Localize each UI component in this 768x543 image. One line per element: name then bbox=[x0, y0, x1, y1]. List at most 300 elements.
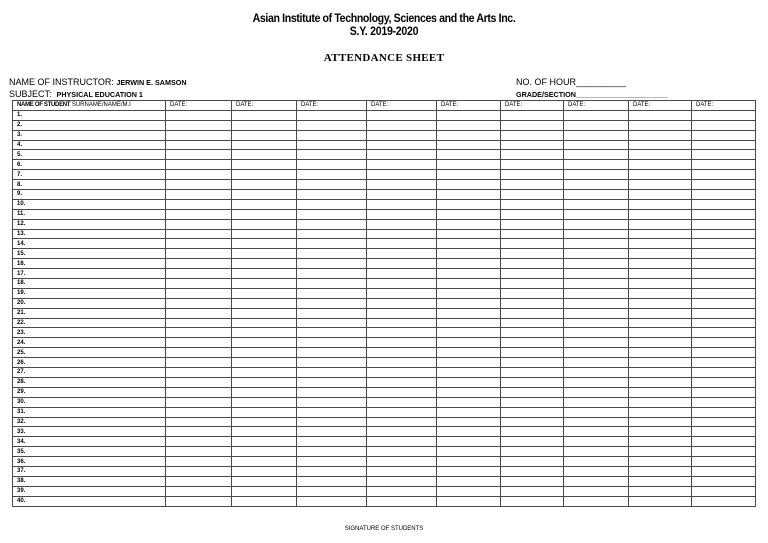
attendance-cell[interactable] bbox=[166, 476, 232, 486]
attendance-cell[interactable] bbox=[166, 288, 232, 298]
attendance-cell[interactable] bbox=[437, 348, 501, 358]
attendance-cell[interactable] bbox=[629, 476, 692, 486]
attendance-cell[interactable] bbox=[692, 466, 756, 476]
attendance-cell[interactable] bbox=[437, 358, 501, 368]
attendance-cell[interactable] bbox=[564, 130, 629, 140]
attendance-cell[interactable] bbox=[692, 150, 756, 160]
attendance-cell[interactable] bbox=[166, 427, 232, 437]
attendance-cell[interactable] bbox=[564, 447, 629, 457]
attendance-cell[interactable] bbox=[501, 110, 564, 120]
attendance-cell[interactable] bbox=[297, 427, 367, 437]
attendance-cell[interactable] bbox=[437, 328, 501, 338]
attendance-cell[interactable] bbox=[692, 437, 756, 447]
attendance-cell[interactable] bbox=[367, 279, 437, 289]
attendance-cell[interactable] bbox=[692, 427, 756, 437]
attendance-cell[interactable] bbox=[367, 496, 437, 506]
attendance-cell[interactable] bbox=[367, 199, 437, 209]
attendance-cell[interactable] bbox=[501, 407, 564, 417]
attendance-cell[interactable] bbox=[367, 348, 437, 358]
attendance-cell[interactable] bbox=[692, 219, 756, 229]
attendance-cell[interactable] bbox=[437, 120, 501, 130]
attendance-cell[interactable] bbox=[437, 150, 501, 160]
attendance-cell[interactable] bbox=[232, 170, 297, 180]
attendance-cell[interactable] bbox=[367, 358, 437, 368]
attendance-cell[interactable] bbox=[501, 269, 564, 279]
attendance-cell[interactable] bbox=[692, 180, 756, 190]
attendance-cell[interactable] bbox=[166, 259, 232, 269]
attendance-cell[interactable] bbox=[232, 209, 297, 219]
attendance-cell[interactable] bbox=[367, 368, 437, 378]
attendance-cell[interactable] bbox=[501, 219, 564, 229]
attendance-cell[interactable] bbox=[166, 338, 232, 348]
attendance-cell[interactable] bbox=[501, 318, 564, 328]
attendance-cell[interactable] bbox=[564, 160, 629, 170]
attendance-cell[interactable] bbox=[692, 397, 756, 407]
attendance-cell[interactable] bbox=[564, 457, 629, 467]
attendance-cell[interactable] bbox=[297, 279, 367, 289]
attendance-cell[interactable] bbox=[437, 239, 501, 249]
attendance-cell[interactable] bbox=[564, 348, 629, 358]
attendance-cell[interactable] bbox=[166, 229, 232, 239]
attendance-cell[interactable] bbox=[564, 486, 629, 496]
attendance-cell[interactable] bbox=[501, 476, 564, 486]
attendance-cell[interactable] bbox=[629, 219, 692, 229]
attendance-cell[interactable] bbox=[692, 328, 756, 338]
attendance-cell[interactable] bbox=[564, 377, 629, 387]
attendance-cell[interactable] bbox=[166, 269, 232, 279]
attendance-cell[interactable] bbox=[367, 417, 437, 427]
attendance-cell[interactable] bbox=[367, 328, 437, 338]
attendance-cell[interactable] bbox=[692, 358, 756, 368]
attendance-cell[interactable] bbox=[501, 170, 564, 180]
attendance-cell[interactable] bbox=[629, 140, 692, 150]
attendance-cell[interactable] bbox=[501, 288, 564, 298]
attendance-cell[interactable] bbox=[367, 219, 437, 229]
attendance-cell[interactable] bbox=[501, 130, 564, 140]
attendance-cell[interactable] bbox=[501, 437, 564, 447]
attendance-cell[interactable] bbox=[564, 368, 629, 378]
attendance-cell[interactable] bbox=[166, 387, 232, 397]
attendance-cell[interactable] bbox=[367, 130, 437, 140]
attendance-cell[interactable] bbox=[629, 338, 692, 348]
attendance-cell[interactable] bbox=[367, 140, 437, 150]
attendance-cell[interactable] bbox=[501, 377, 564, 387]
attendance-cell[interactable] bbox=[692, 160, 756, 170]
attendance-cell[interactable] bbox=[367, 318, 437, 328]
attendance-cell[interactable] bbox=[501, 427, 564, 437]
attendance-cell[interactable] bbox=[367, 229, 437, 239]
attendance-cell[interactable] bbox=[297, 229, 367, 239]
attendance-cell[interactable] bbox=[166, 407, 232, 417]
attendance-cell[interactable] bbox=[166, 199, 232, 209]
attendance-cell[interactable] bbox=[166, 348, 232, 358]
attendance-cell[interactable] bbox=[501, 239, 564, 249]
attendance-cell[interactable] bbox=[437, 229, 501, 239]
attendance-cell[interactable] bbox=[297, 308, 367, 318]
attendance-cell[interactable] bbox=[437, 427, 501, 437]
attendance-cell[interactable] bbox=[367, 476, 437, 486]
attendance-cell[interactable] bbox=[692, 170, 756, 180]
attendance-cell[interactable] bbox=[692, 447, 756, 457]
attendance-cell[interactable] bbox=[501, 249, 564, 259]
attendance-cell[interactable] bbox=[692, 120, 756, 130]
attendance-cell[interactable] bbox=[437, 447, 501, 457]
attendance-cell[interactable] bbox=[564, 259, 629, 269]
attendance-cell[interactable] bbox=[629, 279, 692, 289]
attendance-cell[interactable] bbox=[232, 199, 297, 209]
attendance-cell[interactable] bbox=[692, 229, 756, 239]
attendance-cell[interactable] bbox=[629, 318, 692, 328]
attendance-cell[interactable] bbox=[367, 466, 437, 476]
attendance-cell[interactable] bbox=[564, 358, 629, 368]
attendance-cell[interactable] bbox=[232, 447, 297, 457]
attendance-cell[interactable] bbox=[367, 170, 437, 180]
attendance-cell[interactable] bbox=[437, 298, 501, 308]
attendance-cell[interactable] bbox=[232, 476, 297, 486]
attendance-cell[interactable] bbox=[629, 377, 692, 387]
attendance-cell[interactable] bbox=[232, 160, 297, 170]
attendance-cell[interactable] bbox=[692, 476, 756, 486]
attendance-cell[interactable] bbox=[367, 338, 437, 348]
attendance-cell[interactable] bbox=[629, 170, 692, 180]
attendance-cell[interactable] bbox=[437, 466, 501, 476]
attendance-cell[interactable] bbox=[437, 288, 501, 298]
attendance-cell[interactable] bbox=[166, 417, 232, 427]
attendance-cell[interactable] bbox=[367, 427, 437, 437]
attendance-cell[interactable] bbox=[437, 318, 501, 328]
attendance-cell[interactable] bbox=[564, 140, 629, 150]
attendance-cell[interactable] bbox=[297, 476, 367, 486]
attendance-cell[interactable] bbox=[629, 407, 692, 417]
attendance-cell[interactable] bbox=[232, 397, 297, 407]
attendance-cell[interactable] bbox=[501, 368, 564, 378]
attendance-cell[interactable] bbox=[367, 150, 437, 160]
attendance-cell[interactable] bbox=[437, 269, 501, 279]
attendance-cell[interactable] bbox=[232, 190, 297, 200]
attendance-cell[interactable] bbox=[564, 219, 629, 229]
attendance-cell[interactable] bbox=[564, 190, 629, 200]
attendance-cell[interactable] bbox=[297, 170, 367, 180]
attendance-cell[interactable] bbox=[297, 199, 367, 209]
attendance-cell[interactable] bbox=[367, 387, 437, 397]
attendance-cell[interactable] bbox=[629, 466, 692, 476]
attendance-cell[interactable] bbox=[629, 368, 692, 378]
attendance-cell[interactable] bbox=[232, 130, 297, 140]
attendance-cell[interactable] bbox=[629, 457, 692, 467]
attendance-cell[interactable] bbox=[297, 130, 367, 140]
attendance-cell[interactable] bbox=[437, 199, 501, 209]
attendance-cell[interactable] bbox=[166, 368, 232, 378]
attendance-cell[interactable] bbox=[564, 269, 629, 279]
attendance-cell[interactable] bbox=[501, 120, 564, 130]
attendance-cell[interactable] bbox=[166, 298, 232, 308]
attendance-cell[interactable] bbox=[437, 457, 501, 467]
attendance-cell[interactable] bbox=[166, 190, 232, 200]
attendance-cell[interactable] bbox=[629, 417, 692, 427]
attendance-cell[interactable] bbox=[437, 110, 501, 120]
attendance-cell[interactable] bbox=[629, 486, 692, 496]
attendance-cell[interactable] bbox=[501, 486, 564, 496]
attendance-cell[interactable] bbox=[564, 120, 629, 130]
attendance-cell[interactable] bbox=[232, 110, 297, 120]
attendance-cell[interactable] bbox=[629, 110, 692, 120]
attendance-cell[interactable] bbox=[297, 249, 367, 259]
attendance-cell[interactable] bbox=[692, 269, 756, 279]
attendance-cell[interactable] bbox=[232, 259, 297, 269]
attendance-cell[interactable] bbox=[297, 397, 367, 407]
attendance-cell[interactable] bbox=[367, 160, 437, 170]
attendance-cell[interactable] bbox=[232, 387, 297, 397]
attendance-cell[interactable] bbox=[629, 259, 692, 269]
attendance-cell[interactable] bbox=[692, 308, 756, 318]
attendance-cell[interactable] bbox=[501, 308, 564, 318]
attendance-cell[interactable] bbox=[297, 417, 367, 427]
attendance-cell[interactable] bbox=[297, 140, 367, 150]
attendance-cell[interactable] bbox=[629, 269, 692, 279]
attendance-cell[interactable] bbox=[564, 476, 629, 486]
attendance-cell[interactable] bbox=[692, 239, 756, 249]
attendance-cell[interactable] bbox=[564, 199, 629, 209]
attendance-cell[interactable] bbox=[501, 447, 564, 457]
attendance-cell[interactable] bbox=[501, 160, 564, 170]
attendance-cell[interactable] bbox=[437, 170, 501, 180]
attendance-cell[interactable] bbox=[629, 209, 692, 219]
attendance-cell[interactable] bbox=[297, 269, 367, 279]
attendance-cell[interactable] bbox=[564, 279, 629, 289]
attendance-cell[interactable] bbox=[629, 249, 692, 259]
attendance-cell[interactable] bbox=[166, 180, 232, 190]
attendance-cell[interactable] bbox=[367, 190, 437, 200]
attendance-cell[interactable] bbox=[629, 239, 692, 249]
attendance-cell[interactable] bbox=[564, 407, 629, 417]
attendance-cell[interactable] bbox=[166, 120, 232, 130]
attendance-cell[interactable] bbox=[297, 190, 367, 200]
attendance-cell[interactable] bbox=[297, 288, 367, 298]
attendance-cell[interactable] bbox=[437, 308, 501, 318]
attendance-cell[interactable] bbox=[692, 318, 756, 328]
attendance-cell[interactable] bbox=[297, 486, 367, 496]
attendance-cell[interactable] bbox=[166, 397, 232, 407]
attendance-cell[interactable] bbox=[166, 150, 232, 160]
attendance-cell[interactable] bbox=[297, 368, 367, 378]
attendance-cell[interactable] bbox=[692, 486, 756, 496]
attendance-cell[interactable] bbox=[367, 249, 437, 259]
attendance-cell[interactable] bbox=[297, 259, 367, 269]
attendance-cell[interactable] bbox=[297, 466, 367, 476]
attendance-cell[interactable] bbox=[367, 457, 437, 467]
attendance-cell[interactable] bbox=[501, 180, 564, 190]
attendance-cell[interactable] bbox=[629, 199, 692, 209]
attendance-cell[interactable] bbox=[232, 219, 297, 229]
attendance-cell[interactable] bbox=[564, 496, 629, 506]
attendance-cell[interactable] bbox=[501, 199, 564, 209]
attendance-cell[interactable] bbox=[297, 120, 367, 130]
attendance-cell[interactable] bbox=[166, 160, 232, 170]
attendance-cell[interactable] bbox=[629, 496, 692, 506]
attendance-cell[interactable] bbox=[367, 120, 437, 130]
attendance-cell[interactable] bbox=[501, 279, 564, 289]
attendance-cell[interactable] bbox=[437, 160, 501, 170]
attendance-cell[interactable] bbox=[297, 377, 367, 387]
attendance-cell[interactable] bbox=[501, 417, 564, 427]
attendance-cell[interactable] bbox=[166, 249, 232, 259]
attendance-cell[interactable] bbox=[232, 318, 297, 328]
attendance-cell[interactable] bbox=[501, 328, 564, 338]
attendance-cell[interactable] bbox=[166, 328, 232, 338]
attendance-cell[interactable] bbox=[297, 150, 367, 160]
attendance-cell[interactable] bbox=[692, 140, 756, 150]
attendance-cell[interactable] bbox=[564, 397, 629, 407]
attendance-cell[interactable] bbox=[629, 447, 692, 457]
attendance-cell[interactable] bbox=[692, 407, 756, 417]
attendance-cell[interactable] bbox=[501, 150, 564, 160]
attendance-cell[interactable] bbox=[692, 387, 756, 397]
attendance-cell[interactable] bbox=[437, 140, 501, 150]
attendance-cell[interactable] bbox=[297, 496, 367, 506]
attendance-cell[interactable] bbox=[437, 397, 501, 407]
attendance-cell[interactable] bbox=[501, 229, 564, 239]
attendance-cell[interactable] bbox=[692, 209, 756, 219]
attendance-cell[interactable] bbox=[166, 209, 232, 219]
attendance-cell[interactable] bbox=[501, 457, 564, 467]
attendance-cell[interactable] bbox=[692, 190, 756, 200]
attendance-cell[interactable] bbox=[166, 308, 232, 318]
attendance-cell[interactable] bbox=[501, 298, 564, 308]
attendance-cell[interactable] bbox=[367, 269, 437, 279]
attendance-cell[interactable] bbox=[629, 150, 692, 160]
attendance-cell[interactable] bbox=[437, 209, 501, 219]
attendance-cell[interactable] bbox=[232, 377, 297, 387]
attendance-cell[interactable] bbox=[297, 298, 367, 308]
attendance-cell[interactable] bbox=[297, 447, 367, 457]
attendance-cell[interactable] bbox=[232, 269, 297, 279]
attendance-cell[interactable] bbox=[629, 298, 692, 308]
attendance-cell[interactable] bbox=[501, 338, 564, 348]
attendance-cell[interactable] bbox=[692, 338, 756, 348]
attendance-cell[interactable] bbox=[367, 288, 437, 298]
attendance-cell[interactable] bbox=[437, 486, 501, 496]
attendance-cell[interactable] bbox=[367, 447, 437, 457]
attendance-cell[interactable] bbox=[501, 466, 564, 476]
attendance-cell[interactable] bbox=[692, 130, 756, 140]
attendance-cell[interactable] bbox=[692, 496, 756, 506]
attendance-cell[interactable] bbox=[232, 288, 297, 298]
attendance-cell[interactable] bbox=[232, 427, 297, 437]
attendance-cell[interactable] bbox=[437, 368, 501, 378]
attendance-cell[interactable] bbox=[437, 387, 501, 397]
attendance-cell[interactable] bbox=[629, 160, 692, 170]
attendance-cell[interactable] bbox=[564, 229, 629, 239]
attendance-cell[interactable] bbox=[629, 229, 692, 239]
attendance-cell[interactable] bbox=[232, 358, 297, 368]
attendance-cell[interactable] bbox=[232, 368, 297, 378]
attendance-cell[interactable] bbox=[437, 338, 501, 348]
attendance-cell[interactable] bbox=[437, 249, 501, 259]
attendance-cell[interactable] bbox=[232, 348, 297, 358]
attendance-cell[interactable] bbox=[166, 358, 232, 368]
attendance-cell[interactable] bbox=[437, 130, 501, 140]
attendance-cell[interactable] bbox=[501, 397, 564, 407]
attendance-cell[interactable] bbox=[564, 466, 629, 476]
attendance-cell[interactable] bbox=[564, 110, 629, 120]
attendance-cell[interactable] bbox=[564, 328, 629, 338]
attendance-cell[interactable] bbox=[629, 190, 692, 200]
attendance-cell[interactable] bbox=[297, 160, 367, 170]
attendance-cell[interactable] bbox=[692, 249, 756, 259]
attendance-cell[interactable] bbox=[564, 308, 629, 318]
attendance-cell[interactable] bbox=[367, 397, 437, 407]
attendance-cell[interactable] bbox=[297, 358, 367, 368]
attendance-cell[interactable] bbox=[232, 486, 297, 496]
attendance-cell[interactable] bbox=[232, 229, 297, 239]
attendance-cell[interactable] bbox=[692, 110, 756, 120]
attendance-cell[interactable] bbox=[437, 496, 501, 506]
attendance-cell[interactable] bbox=[564, 338, 629, 348]
attendance-cell[interactable] bbox=[232, 279, 297, 289]
attendance-cell[interactable] bbox=[166, 170, 232, 180]
attendance-cell[interactable] bbox=[367, 407, 437, 417]
attendance-cell[interactable] bbox=[367, 259, 437, 269]
attendance-cell[interactable] bbox=[297, 209, 367, 219]
attendance-cell[interactable] bbox=[232, 308, 297, 318]
attendance-cell[interactable] bbox=[437, 180, 501, 190]
attendance-cell[interactable] bbox=[232, 239, 297, 249]
attendance-cell[interactable] bbox=[297, 180, 367, 190]
attendance-cell[interactable] bbox=[232, 150, 297, 160]
attendance-cell[interactable] bbox=[564, 298, 629, 308]
attendance-cell[interactable] bbox=[232, 249, 297, 259]
attendance-cell[interactable] bbox=[297, 328, 367, 338]
attendance-cell[interactable] bbox=[166, 466, 232, 476]
attendance-cell[interactable] bbox=[437, 190, 501, 200]
attendance-cell[interactable] bbox=[629, 308, 692, 318]
attendance-cell[interactable] bbox=[166, 130, 232, 140]
attendance-cell[interactable] bbox=[232, 140, 297, 150]
attendance-cell[interactable] bbox=[367, 377, 437, 387]
attendance-cell[interactable] bbox=[501, 140, 564, 150]
attendance-cell[interactable] bbox=[166, 239, 232, 249]
attendance-cell[interactable] bbox=[629, 358, 692, 368]
attendance-cell[interactable] bbox=[166, 140, 232, 150]
attendance-cell[interactable] bbox=[501, 387, 564, 397]
attendance-cell[interactable] bbox=[564, 180, 629, 190]
attendance-cell[interactable] bbox=[166, 377, 232, 387]
attendance-cell[interactable] bbox=[297, 219, 367, 229]
attendance-cell[interactable] bbox=[437, 417, 501, 427]
attendance-cell[interactable] bbox=[564, 170, 629, 180]
attendance-cell[interactable] bbox=[629, 397, 692, 407]
attendance-cell[interactable] bbox=[564, 437, 629, 447]
attendance-cell[interactable] bbox=[232, 407, 297, 417]
attendance-cell[interactable] bbox=[437, 476, 501, 486]
attendance-cell[interactable] bbox=[692, 348, 756, 358]
attendance-cell[interactable] bbox=[166, 496, 232, 506]
attendance-cell[interactable] bbox=[297, 348, 367, 358]
attendance-cell[interactable] bbox=[692, 377, 756, 387]
attendance-cell[interactable] bbox=[232, 466, 297, 476]
attendance-cell[interactable] bbox=[564, 427, 629, 437]
attendance-cell[interactable] bbox=[501, 209, 564, 219]
attendance-cell[interactable] bbox=[629, 180, 692, 190]
attendance-cell[interactable] bbox=[629, 130, 692, 140]
attendance-cell[interactable] bbox=[232, 338, 297, 348]
attendance-cell[interactable] bbox=[629, 427, 692, 437]
attendance-cell[interactable] bbox=[564, 150, 629, 160]
attendance-cell[interactable] bbox=[437, 219, 501, 229]
attendance-cell[interactable] bbox=[564, 288, 629, 298]
attendance-cell[interactable] bbox=[367, 298, 437, 308]
attendance-cell[interactable] bbox=[564, 417, 629, 427]
